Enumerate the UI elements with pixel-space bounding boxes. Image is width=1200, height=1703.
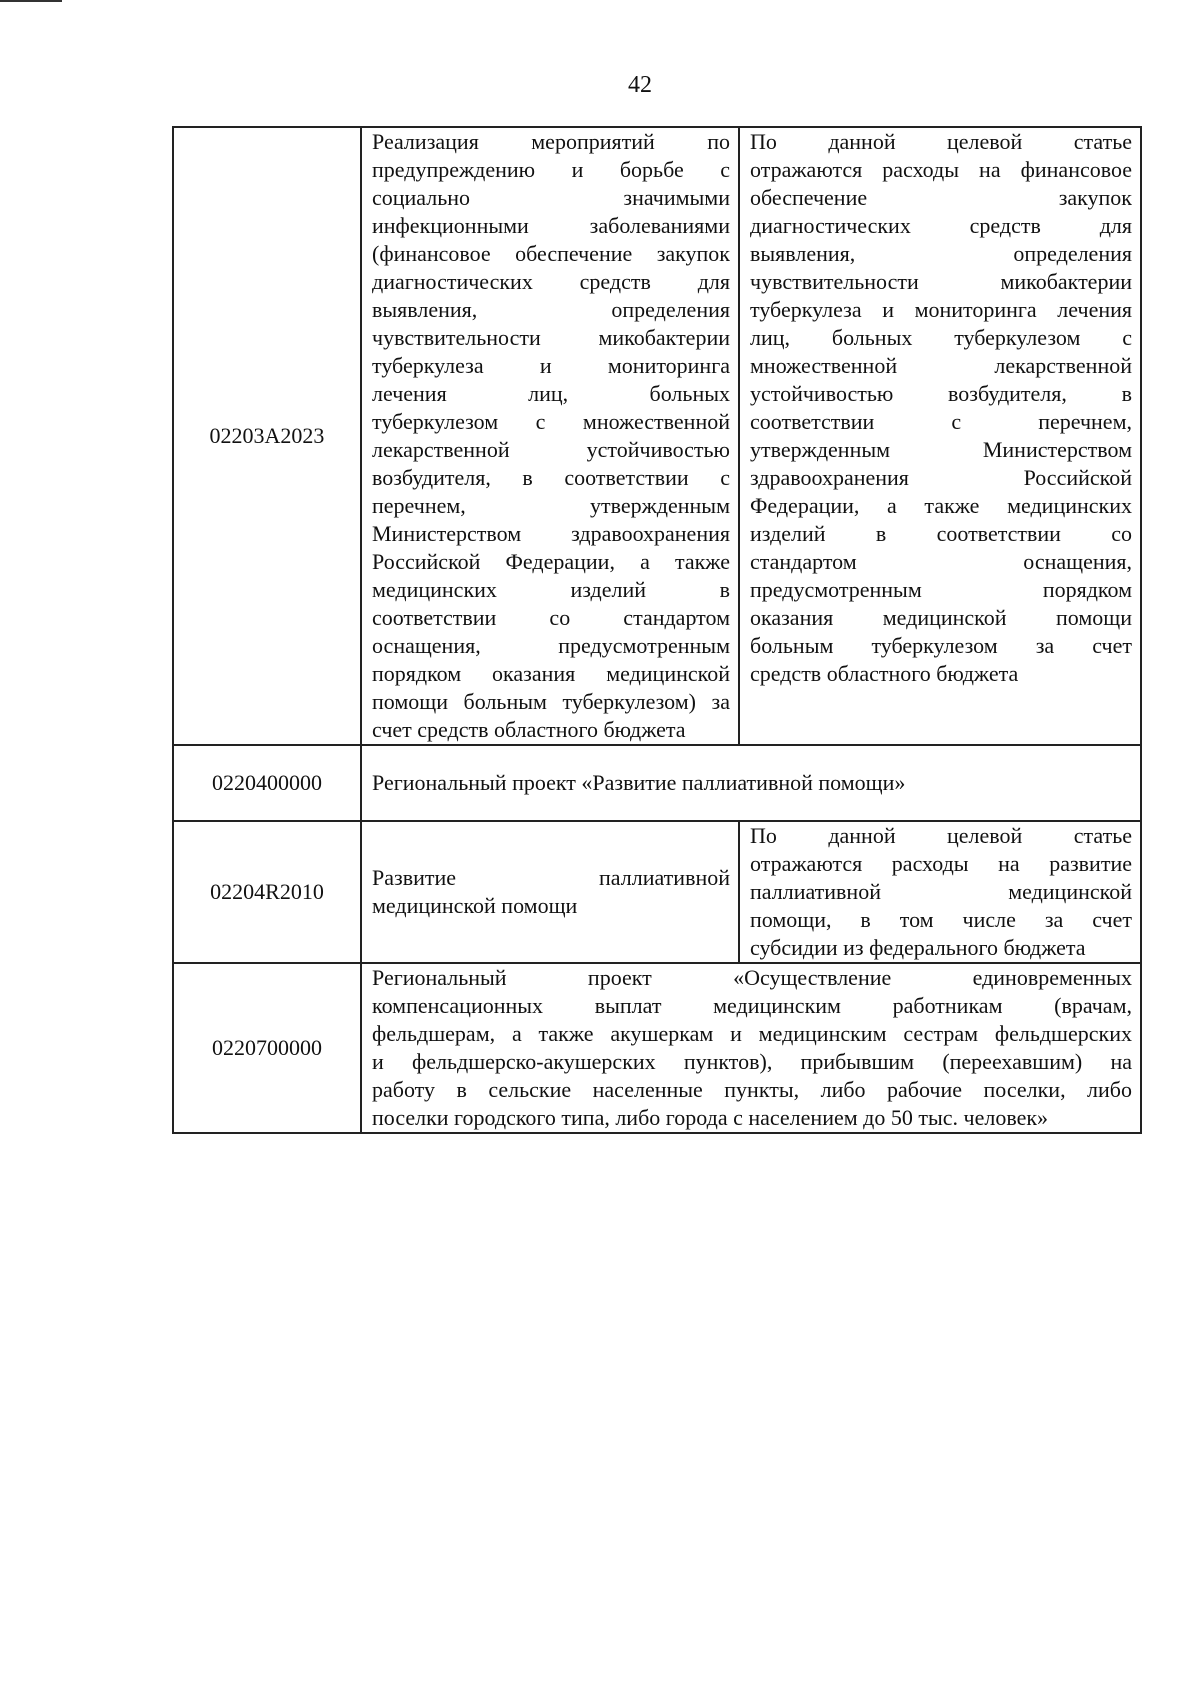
item-name-cell (361, 127, 739, 745)
text-line: оказания медицинской помощи (750, 605, 1132, 630)
text-line: туберкулеза и мониторинга (372, 353, 730, 378)
text-line: Российской Федерации, а также (372, 549, 730, 574)
text-line: помощи, в том числе за счет (750, 907, 1132, 932)
text-line: выявления, определения (372, 297, 730, 322)
text-line: предупреждению и борьбе с (372, 157, 730, 182)
text-line: туберкулезом с множественной (372, 409, 730, 434)
text-line: чувствительности микобактерии (372, 325, 730, 350)
text-line: медицинской помощи (372, 893, 578, 918)
text-line: диагностических средств для (750, 213, 1132, 238)
text-line: лиц, больных туберкулезом с (750, 325, 1132, 350)
text-line: туберкулеза и мониторинга лечения (750, 297, 1132, 322)
text-line: порядком оказания медицинской (372, 661, 730, 686)
item-description-lines (750, 128, 1132, 688)
text-line: выявления, определения (750, 241, 1132, 266)
text-line: средств областного бюджета (750, 661, 1019, 686)
text-line: Региональный проект «Осуществление единовременных (372, 965, 1132, 990)
budget-classification-table (172, 126, 1142, 1134)
table-row (173, 127, 1141, 745)
text-line: Министерством здравоохранения (372, 521, 730, 546)
text-line: перечнем, утвержденным (372, 493, 730, 518)
text-line: компенсационных выплат медицинским работникам (врачам, (372, 993, 1132, 1018)
scan-edge-mark (0, 0, 62, 2)
text-line: больным туберкулезом за счет (750, 633, 1132, 658)
text-line: стандартом оснащения, (750, 549, 1132, 574)
text-line: оснащения, предусмотренным (372, 633, 730, 658)
text-line: помощи больным туберкулезом) за (372, 689, 730, 714)
text-line: социально значимыми (372, 185, 730, 210)
text-line: По данной целевой статье (750, 129, 1132, 154)
text-line: фельдшерам, а также акушеркам и медицинским сестрам фельдшерских (372, 1021, 1132, 1046)
item-description-cell (739, 127, 1141, 745)
text-line: работу в сельские населенные пункты, либо рабочие поселки, либо (372, 1077, 1132, 1102)
text-line: устойчивостью возбудителя, в (750, 381, 1132, 406)
item-description-cell (739, 821, 1141, 963)
text-line: соответствии с перечнем, (750, 409, 1132, 434)
text-line: отражаются расходы на развитие (750, 851, 1132, 876)
text-line: инфекционными заболеваниями (372, 213, 730, 238)
project-title-lines (372, 964, 1132, 1132)
text-line: Реализация мероприятий по (372, 129, 730, 154)
text-line: утвержденным Министерством (750, 437, 1132, 462)
table-row (173, 963, 1141, 1133)
text-line: чувствительности микобактерии (750, 269, 1132, 294)
text-line: лекарственной устойчивостью (372, 437, 730, 462)
item-name-lines (372, 864, 730, 920)
table-row (173, 745, 1141, 821)
item-name-cell (361, 821, 739, 963)
text-line: здравоохранения Российской (750, 465, 1132, 490)
table-row (173, 821, 1141, 963)
regional-project-title (361, 963, 1141, 1133)
target-code-cell: 0220400000 (173, 745, 361, 821)
regional-project-title: Региональный проект «Развитие паллиативной помощи» (361, 745, 1141, 821)
text-line: возбудителя, в соответствии с (372, 465, 730, 490)
text-line: обеспечение закупок (750, 185, 1132, 210)
text-line: поселки городского типа, либо города с населением до 50 тыс. человек» (372, 1105, 1049, 1130)
text-line: изделий в соответствии со (750, 521, 1132, 546)
text-line: (финансовое обеспечение закупок (372, 241, 730, 266)
target-code-cell: 02204R2010 (173, 821, 361, 963)
text-line: и фельдшерско-акушерских пунктов), прибывшим (переехавшим) на (372, 1049, 1132, 1074)
text-line: отражаются расходы на финансовое (750, 157, 1132, 182)
text-line: предусмотренным порядком (750, 577, 1132, 602)
text-line: паллиативной медицинской (750, 879, 1132, 904)
text-line: Федерации, а также медицинских (750, 493, 1132, 518)
text-line: По данной целевой статье (750, 823, 1132, 848)
target-code-cell: 0220700000 (173, 963, 361, 1133)
text-line: счет средств областного бюджета (372, 717, 686, 742)
text-line: диагностических средств для (372, 269, 730, 294)
target-code-cell: 02203А2023 (173, 127, 361, 745)
page-number: 42 (628, 72, 652, 98)
item-description-lines (750, 822, 1132, 962)
item-name-lines (372, 128, 730, 744)
text-line: соответствии со стандартом (372, 605, 730, 630)
text-line: множественной лекарственной (750, 353, 1132, 378)
text-line: Развитие паллиативной (372, 865, 730, 890)
text-line: медицинских изделий в (372, 577, 730, 602)
text-line: субсидии из федерального бюджета (750, 935, 1086, 960)
text-line: лечения лиц, больных (372, 381, 730, 406)
